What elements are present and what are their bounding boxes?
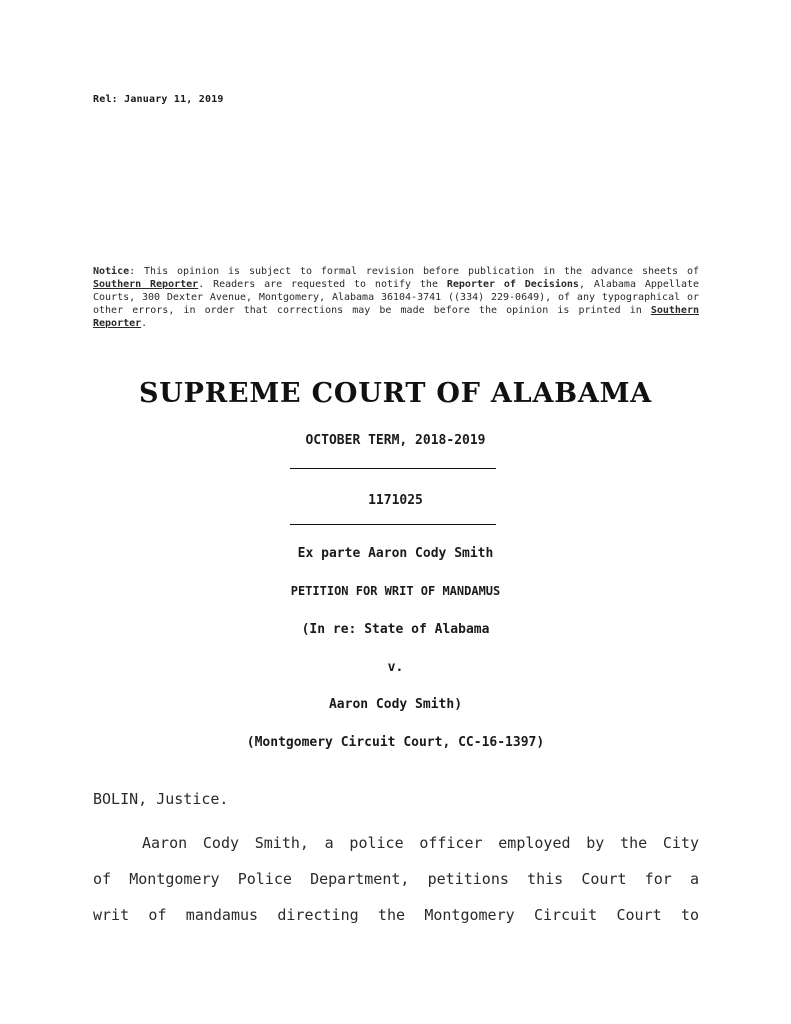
- notice-text-3: , Alabama Appellate Courts, 300 Dexter Avenue, Montgomery, Alabama 36104-3741 ((334) 229-0649), of any typographical or other errors, in order that corrections may be made before the opinion is printed in: [93, 279, 699, 316]
- notice-label: Notice: [93, 266, 130, 277]
- petition-type: PETITION FOR WRIT OF MANDAMUS: [290, 584, 501, 598]
- in-re-line: (In re: State of Alabama: [301, 622, 490, 637]
- divider-top: [290, 468, 496, 469]
- notice-text-4: .: [141, 318, 148, 329]
- term-heading: OCTOBER TERM, 2018-2019: [305, 433, 486, 448]
- divider-bottom: [290, 524, 496, 525]
- release-date: Rel: January 11, 2019: [93, 94, 224, 105]
- notice-text-1: : This opinion is subject to formal revision before publication in the advance sheets of: [129, 266, 699, 277]
- notice-paragraph: [93, 265, 699, 330]
- body-line: writ of mandamus directing the Montgomery Circuit Court to: [93, 906, 699, 924]
- versus-line: v.: [387, 660, 404, 675]
- defendant-line: Aaron Cody Smith): [328, 697, 463, 712]
- body-line: of Montgomery Police Department, petitions this Court for a: [93, 870, 699, 888]
- southern-reporter-ref: Southern Reporter: [93, 279, 199, 290]
- notice-text-2: . Readers are requested to notify the: [198, 279, 447, 290]
- southern-reporter-ref-2: Southern Reporter: [93, 305, 699, 329]
- case-caption-title: Ex parte Aaron Cody Smith: [297, 546, 494, 561]
- court-name-heading: SUPREME COURT OF ALABAMA: [138, 378, 653, 409]
- opinion-body: [93, 825, 699, 933]
- docket-number: 1171025: [368, 493, 423, 508]
- authoring-justice: BOLIN, Justice.: [93, 790, 229, 808]
- body-line: Aaron Cody Smith, a police officer employed by the City: [142, 834, 699, 852]
- reporter-of-decisions-ref: Reporter of Decisions: [446, 279, 579, 290]
- lower-court-line: (Montgomery Circuit Court, CC-16-1397): [246, 735, 545, 750]
